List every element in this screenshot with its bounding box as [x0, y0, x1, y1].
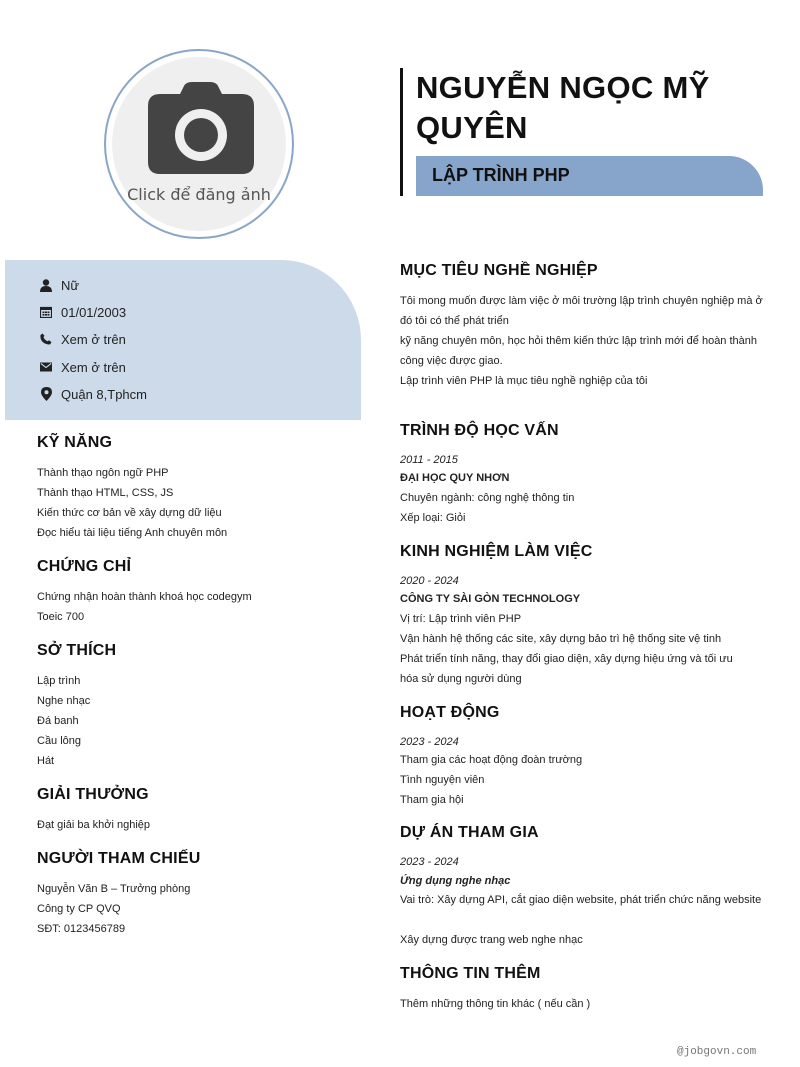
job-title: LẬP TRÌNH PHP [432, 165, 570, 185]
activity-item: Tham gia các hoạt động đoàn trường [400, 754, 583, 766]
contact-birthdate-value: 01/01/2003 [61, 304, 127, 320]
job-title-badge [416, 156, 763, 196]
avatar-upload-label: Click để đăng ảnh [127, 185, 271, 204]
objective-line: công việc được giao. [400, 355, 503, 367]
references-heading: NGƯỜI THAM CHIẾU [37, 850, 201, 867]
skill-item: Thành thạo HTML, CSS, JS [37, 487, 174, 499]
contact-gender [39, 275, 79, 295]
contact-phone-value: Xem ở trên [61, 331, 126, 347]
extra-info-heading: THÔNG TIN THÊM [400, 965, 541, 982]
experience-line: Phát triển tính năng, thay đổi giao diện, xây dựng hiệu ứng và tối ưu [400, 653, 733, 665]
reference-item: SĐT: 0123456789 [37, 923, 126, 935]
contact-phone [39, 329, 126, 349]
user-icon [39, 278, 53, 292]
contact-address-value: Quận 8,Tphcm [61, 386, 147, 402]
mail-icon [39, 360, 53, 374]
project-date: 2023 - 2024 [400, 856, 459, 868]
hobby-item: Hát [37, 755, 55, 767]
camera-icon [148, 82, 254, 174]
hobby-item: Cầu lông [37, 735, 82, 747]
awards-heading: GIẢI THƯỞNG [37, 786, 149, 803]
project-description: Vai trò: Xây dựng API, cắt giao diện website, phát triển chức năng website [400, 894, 762, 906]
extra-info-line: Thêm những thông tin khác ( nếu cần ) [400, 998, 591, 1010]
education-school: ĐẠI HỌC QUY NHƠN [400, 472, 510, 484]
contact-panel [5, 260, 361, 420]
project-name: Ứng dụng nghe nhạc [400, 875, 511, 887]
objective-line: Tôi mong muốn được làm việc ở môi trường lập trình chuyên nghiệp mà ở [400, 295, 763, 307]
contact-gender-value: Nữ [61, 277, 80, 293]
experience-company: CÔNG TY SÀI GÒN TECHNOLOGY [400, 593, 581, 605]
education-heading: TRÌNH ĐỘ HỌC VẤN [400, 422, 559, 439]
phone-icon [39, 332, 53, 346]
reference-item: Nguyễn Văn B – Trưởng phòng [37, 883, 191, 895]
experience-line: Vị trí: Lập trình viên PHP [400, 613, 522, 625]
objective-heading: MỤC TIÊU NGHỀ NGHIỆP [400, 262, 598, 279]
experience-date: 2020 - 2024 [400, 575, 459, 587]
objective-line: Lập trình viên PHP là mục tiêu nghề nghiệp của tôi [400, 375, 648, 387]
location-pin-icon [39, 387, 53, 401]
full-name [416, 68, 776, 148]
certificates-heading: CHỨNG CHỈ [37, 558, 132, 575]
experience-line: Vận hành hệ thống các site, xây dựng bảo trì hệ thống site vệ tinh [400, 633, 722, 645]
education-date: 2011 - 2015 [400, 454, 458, 466]
hobby-item: Đá banh [37, 715, 79, 727]
objective-line: đó tôi có thể phát triển [400, 315, 509, 327]
experience-line: hóa sử dụng người dùng [400, 673, 522, 685]
avatar[interactable] [104, 49, 294, 239]
hobby-item: Nghe nhạc [37, 695, 91, 707]
full-name-line-1: NGUYỄN NGỌC MỸ [416, 70, 710, 105]
calendar-icon [39, 305, 53, 319]
contact-birthdate [39, 302, 126, 322]
avatar-upload-area[interactable] [112, 57, 286, 231]
name-accent-bar [400, 68, 403, 196]
certificate-item: Chứng nhận hoàn thành khoá học codegym [37, 591, 252, 603]
experience-heading: KINH NGHIỆM LÀM VIỆC [400, 543, 593, 560]
certificate-item: Toeic 700 [37, 611, 85, 623]
objective-line: kỹ năng chuyên môn, học hỏi thêm kiến thức lập trình mới để hoàn thành [400, 335, 758, 347]
activity-item: Tham gia hội [400, 794, 464, 806]
contact-address [39, 384, 147, 404]
activities-date: 2023 - 2024 [400, 736, 459, 748]
projects-heading: DỰ ÁN THAM GIA [400, 824, 539, 841]
skills-heading: KỸ NĂNG [37, 434, 113, 451]
project-line: Xây dựng được trang web nghe nhạc [400, 934, 583, 946]
skill-item: Đọc hiểu tài liệu tiếng Anh chuyên môn [37, 527, 228, 539]
skill-item: Kiến thức cơ bản về xây dựng dữ liệu [37, 507, 222, 519]
education-line: Xếp loại: Giỏi [400, 512, 466, 524]
activities-heading: HOẠT ĐỘNG [400, 704, 500, 721]
contact-email [39, 357, 126, 377]
award-item: Đạt giải ba khởi nghiệp [37, 819, 151, 831]
watermark: @jobgovn.com [677, 1046, 757, 1058]
hobbies-heading: SỞ THÍCH [37, 642, 117, 659]
reference-item: Công ty CP QVQ [37, 903, 121, 915]
skill-item: Thành thạo ngôn ngữ PHP [37, 467, 169, 479]
hobby-item: Lập trình [37, 675, 81, 687]
full-name-line-2: QUYÊN [416, 110, 528, 145]
contact-email-value: Xem ở trên [61, 359, 126, 375]
activity-item: Tình nguyện viên [400, 774, 485, 786]
education-line: Chuyên ngành: công nghệ thông tin [400, 492, 575, 504]
